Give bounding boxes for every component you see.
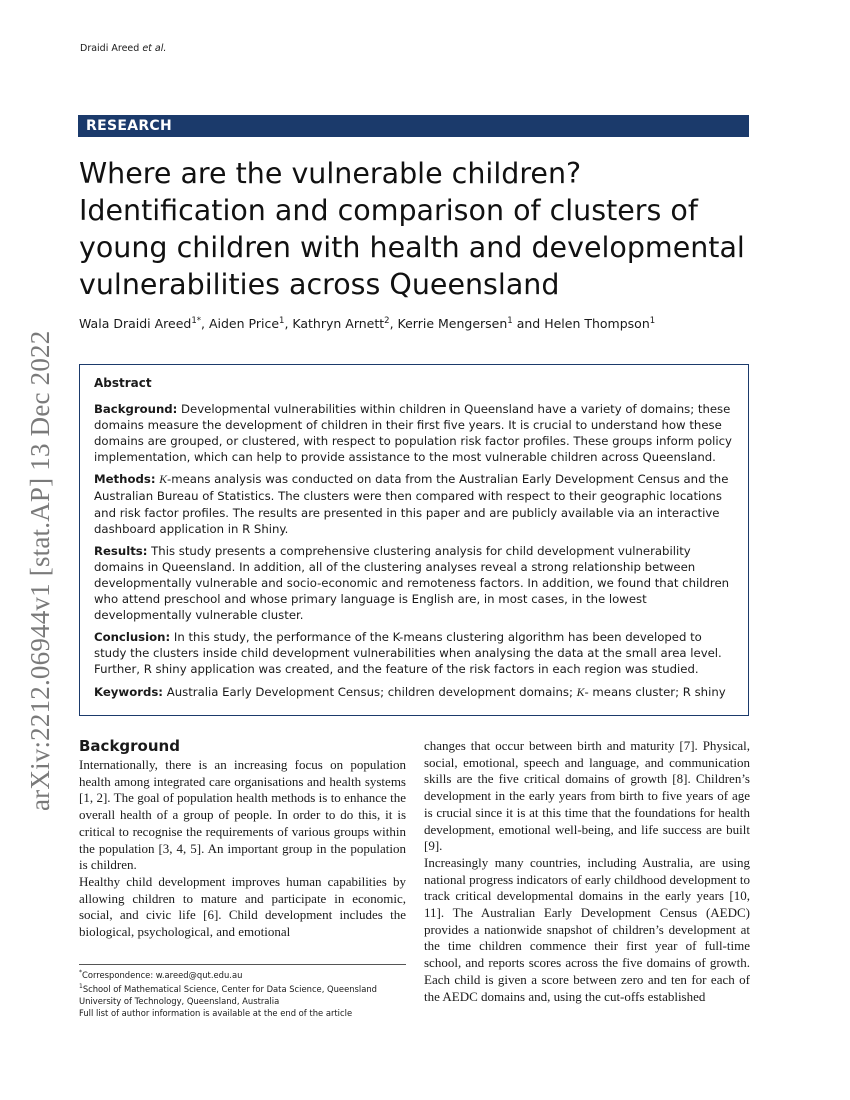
abstract-keywords-tail: - means cluster; R shiny	[584, 684, 726, 699]
abstract-box	[79, 364, 749, 716]
author-separator: ,	[201, 316, 209, 332]
abstract-methods	[94, 471, 734, 536]
abstract-conclusion-label: Conclusion:	[94, 630, 171, 645]
author-affiliation-mark: 1	[649, 316, 656, 326]
author-name: Helen Thompson	[544, 316, 650, 332]
abstract-results	[94, 543, 734, 623]
section-label-bar: RESEARCH	[78, 115, 749, 137]
author-affiliation-mark: 1*	[191, 316, 202, 326]
running-head-etal: et al.	[142, 43, 167, 54]
abstract-background-text: Developmental vulnerabilities within children in Queensland have a variety of domains; these domains measure the development of children in their first five years. It is crucial to understand how these domains are grouped, or clustered, with respect to population risk factor profiles. These groups inform policy implementation, which can help to provide assistance to the most vulnerable children across Queensland.	[94, 402, 732, 465]
author-separator: ,	[389, 316, 398, 332]
footnotes	[79, 967, 406, 1019]
abstract-methods-k: K	[159, 473, 168, 487]
arxiv-identifier-stamp: arXiv:2212.06944v1 [stat.AP] 13 Dec 2022	[25, 330, 55, 811]
author-separator: and	[512, 316, 545, 332]
abstract-methods-text: -means analysis was conducted on data from the Australian Early Development Census and the Australian Bureau of Statistics. The clusters were then compared with respect to their geographic locations and risk factor profiles. The results are presented in this paper and are publicly available via an interactive dashboard application in R Shiny.	[94, 472, 729, 536]
footnote-mark: 1	[79, 983, 83, 990]
body-column-right	[424, 738, 750, 1005]
section-heading-background: Background	[79, 737, 180, 755]
author-list	[79, 312, 759, 333]
author-affiliation-mark: 1	[279, 316, 285, 326]
author-affiliation-mark: 2	[384, 316, 390, 326]
affiliation-line-2: University of Technology, Queensland, Australia	[79, 996, 280, 1006]
author-name: Wala Draidi Areed	[79, 316, 192, 332]
abstract-keywords-label: Keywords:	[94, 684, 163, 699]
body-paragraph: Healthy child development improves human capabilities by allowing children to mature and participate in economic, social, and civic life [6]. Child development includes the biological, psychological, and emotional	[79, 873, 406, 940]
abstract-background	[94, 401, 734, 465]
paper-title: Where are the vulnerable children? Identification and comparison of clusters of young children with health and developmental vulnerabilities across Queensland	[79, 157, 745, 301]
affiliation-line-1: School of Mathematical Science, Center for Data Science, Queensland	[82, 983, 377, 994]
body-paragraph: Increasingly many countries, including Australia, are using national progress indicators of early childhood development to track critical developmental domains in the early years [10, 11]. The Australian Early Development Census (AEDC) provides a nationwide snapshot of children’s development at the time children commence their first year of full-time school, and reports scores across the five domains of growth. Each child is given a score between zero and ten for each of the AEDC domains and, using the cut-offs established	[424, 854, 750, 1004]
author-affiliation-mark: 1	[507, 316, 513, 326]
footnote-full-list: Full list of author information is available at the end of the article	[79, 1008, 353, 1019]
footnote-affiliation	[79, 981, 406, 995]
body-paragraph: changes that occur between birth and maturity [7]. Physical, social, emotional, speech and language, and communication skills are the five critical domains of growth [8]. Children’s development in the early years from birth to five years of age is crucial since it is at this time that the foundations for health development, emotional well-being, and life success are built [9].	[424, 738, 750, 854]
abstract-conclusion-text: In this study, the performance of the K-means clustering algorithm has been developed to study the clusters inside child development vulnerabilities when analysing the data at the small area level. Further, R shiny application was created, and the feature of the risk factors in each region was studied.	[94, 630, 722, 677]
running-head	[80, 43, 166, 54]
abstract-methods-label: Methods:	[94, 472, 156, 487]
abstract-background-label: Background:	[94, 402, 178, 416]
author-name: Kerrie Mengersen	[397, 316, 508, 332]
footnote-correspondence	[79, 967, 406, 981]
body-column-left	[79, 737, 406, 941]
running-head-authors: Draidi Areed	[80, 43, 140, 54]
abstract-results-text: This study presents a comprehensive clustering analysis for child development vulnerability domains in Queensland. In addition, all of the clustering analyses reveal a strong relationship between developmentally vulnerable and socio-economic and remoteness factors. In addition, we found that children who attend preschool and whose primary language is English are, in most cases, in the lowest developmentally vulnerable cluster.	[94, 543, 730, 623]
footnote-mark: *	[79, 969, 82, 976]
abstract-conclusion	[94, 629, 734, 677]
footnote-rule	[79, 964, 406, 965]
body-paragraph: Internationally, there is an increasing focus on population health among integrated care organisations and health systems [1, 2]. The goal of population health methods is to enhance the overall health of a group of people. In order to do this, it is critical to recognise the requirements of various groups within the population [3, 4, 5]. An important group in the population is children.	[79, 757, 406, 873]
abstract-results-label: Results:	[94, 543, 148, 558]
author-name: Kathryn Arnett	[292, 316, 385, 332]
author-separator: ,	[284, 316, 293, 332]
abstract-keywords-text: Australia Early Development Census; children development domains;	[162, 684, 577, 699]
correspondence-email: Correspondence: w.areed@qut.edu.au	[82, 969, 243, 980]
abstract-keywords	[94, 684, 734, 701]
abstract-keywords-k: K	[576, 685, 585, 699]
abstract-heading: Abstract	[94, 376, 152, 390]
author-name: Aiden Price	[208, 316, 280, 332]
